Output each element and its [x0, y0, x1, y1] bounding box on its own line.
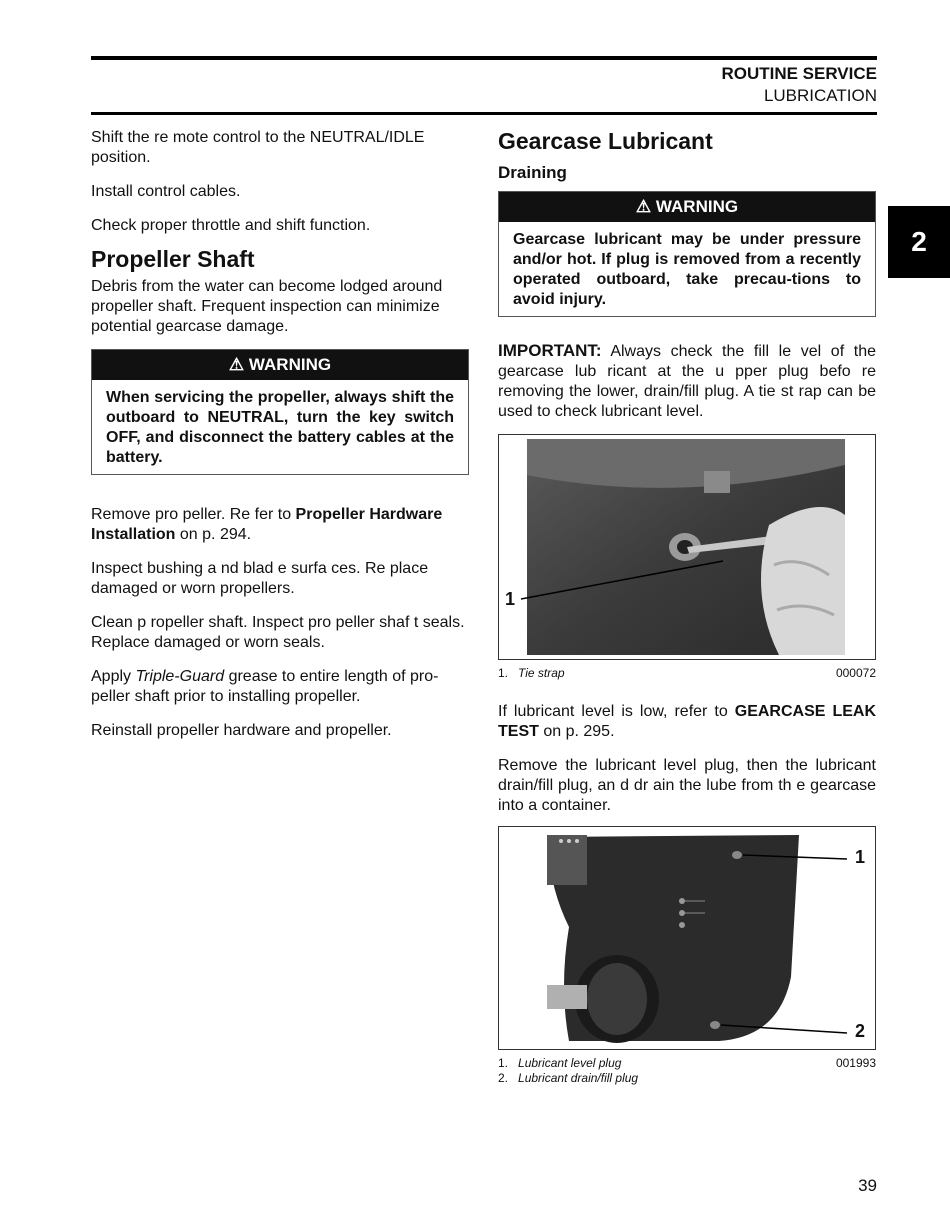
paragraph: Inspect bushing a nd blad e surfa ces. Re place damaged or worn propellers. — [91, 560, 429, 597]
header-rule-bottom — [91, 112, 877, 115]
page-number: 39 — [858, 1176, 877, 1195]
important-label: IMPORTANT: — [498, 341, 602, 360]
paragraph: Check proper throttle and shift function. — [91, 217, 371, 234]
important-note: IMPORTANT: Always check the fill le vel of the gearcase lub ricant at the u pper plug befo re removing the lower, drain/fill plug. A tie st rap can be used to check lubricant level. — [498, 341, 877, 420]
paragraph: Reinstall propeller hardware and propeller. — [91, 722, 392, 739]
propeller-shaft-heading: Propeller Shaft — [91, 246, 255, 272]
right-column — [498, 128, 876, 1086]
callout-1: 1 — [855, 847, 866, 867]
tie-strap-photo — [499, 435, 875, 659]
warning-text: When servicing the propeller, always shift the outboard to NEUTRAL, turn the key switch OFF, and disconnect the battery cables at the battery. — [106, 389, 454, 466]
paragraph: Remove pro peller. Re fer to Propeller Hardware Installation on p. 294. — [91, 506, 443, 543]
callout-2: 2 — [855, 1021, 866, 1041]
warning-box — [91, 349, 469, 475]
draining-subheading: Draining — [498, 163, 567, 182]
warning-title: WARNING — [248, 355, 332, 374]
paragraph: Remove the lubricant level plug, then the lubricant drain/fill plug, an d dr ain the lube from th e gearcase into a container. — [498, 757, 876, 814]
chapter-tab: 2 — [888, 206, 950, 278]
paragraph: Clean p ropeller shaft. Inspect pro peller shaf t seals. Replace damaged or worn seals. — [91, 614, 465, 651]
paragraph: Shift the re mote control to the NEUTRAL/IDLE position. — [91, 129, 425, 166]
warning-header — [92, 350, 468, 380]
paragraph: Debris from the water can become lodged around propeller shaft. Frequent inspection can minimize potential gearcase damage. — [91, 278, 443, 335]
section-title: ROUTINE SERVICE — [721, 64, 877, 83]
gearcase-photo — [499, 827, 875, 1049]
warning-icon: ⚠ — [228, 355, 245, 374]
warning-text: Gearcase lubricant may be under pressure and/or hot. If plug is removed from a recently operated outboard, take precau-tions to avoid injury. — [513, 231, 861, 308]
cross-reference: Propeller Hardware Installation — [91, 506, 443, 543]
figure-tie-strap — [498, 434, 876, 660]
warning-header — [499, 192, 875, 222]
paragraph: Apply Triple-Guard grease to entire length of pro-peller shaft prior to installing propeller. — [91, 668, 439, 705]
product-name: Triple-Guard — [135, 668, 225, 685]
paragraph: Install control cables. — [91, 183, 241, 200]
figure-gearcase-plugs — [498, 826, 876, 1050]
subsection-title: LUBRICATION — [763, 86, 877, 105]
warning-icon: ⚠ — [635, 197, 652, 216]
warning-box — [498, 191, 876, 317]
cross-reference: GEARCASE LEAK TEST — [498, 703, 876, 740]
paragraph: If lubricant level is low, refer to GEARCASE LEAK TEST on p. 295. — [498, 703, 876, 740]
gearcase-lubricant-heading: Gearcase Lubricant — [498, 128, 713, 154]
figure-number: 000072 — [835, 666, 876, 680]
figure-caption: 1. Lubricant level plug 2. Lubricant drain/fill plug 001993 — [498, 1056, 876, 1085]
figure-caption: 1. Tie strap 000072 — [498, 666, 876, 680]
left-column — [91, 128, 469, 755]
figure-number: 001993 — [835, 1056, 876, 1070]
header-rule-top — [91, 56, 877, 60]
warning-title: WARNING — [655, 197, 739, 216]
callout-1: 1 — [505, 589, 516, 609]
